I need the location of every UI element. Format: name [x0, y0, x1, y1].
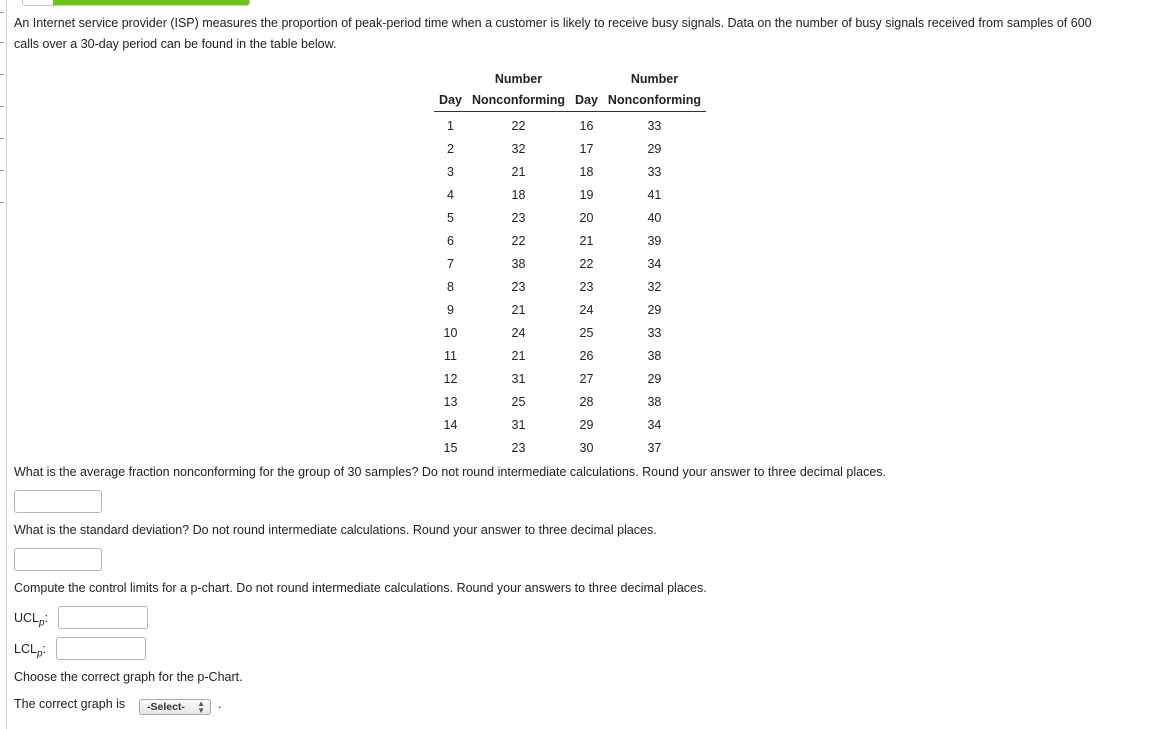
- lcl-input[interactable]: [56, 637, 146, 660]
- table-cell: 38: [647, 394, 662, 409]
- margin-tick: [0, 12, 4, 13]
- table-row: [434, 367, 706, 390]
- table-cell: 3: [446, 164, 454, 179]
- average-fraction-input[interactable]: [14, 490, 102, 513]
- table-cell: 13: [443, 394, 458, 409]
- table-row: [434, 229, 706, 252]
- standard-deviation-input[interactable]: [14, 548, 102, 571]
- table-cell: 33: [647, 118, 662, 133]
- margin-tick: [0, 170, 4, 171]
- table-cell: 11: [443, 348, 457, 363]
- table-cell: 32: [511, 141, 526, 156]
- table-cell: 23: [511, 279, 526, 294]
- table-row: [434, 321, 706, 344]
- table-cell: 10: [443, 325, 458, 340]
- margin-tick: [0, 74, 4, 75]
- table-header: [434, 69, 467, 90]
- question-average-fraction: What is the average fraction nonconforming for the group of 30 samples? Do not round intermediate calculations. Round your answer to three decimal places.: [14, 465, 887, 479]
- margin-tick: [0, 106, 4, 107]
- question-standard-deviation: What is the standard deviation? Do not round intermediate calculations. Round your answer to three decimal places.: [14, 523, 657, 537]
- table-cell: 29: [647, 371, 662, 386]
- progress-tab[interactable]: [22, 0, 250, 6]
- ucl-label: $UCL_p$:: [14, 611, 49, 629]
- table-cell: 19: [579, 187, 594, 202]
- table-cell: 34: [647, 256, 662, 271]
- table-cell: 37: [647, 440, 662, 455]
- table-cell: 8: [446, 279, 454, 294]
- graph-select-prefix: The correct graph is: [14, 697, 126, 711]
- table-row: [434, 298, 706, 321]
- table-cell: 7: [446, 256, 454, 271]
- table-cell: 25: [511, 394, 526, 409]
- table-cell: 29: [647, 141, 662, 156]
- table-cell: 28: [579, 394, 594, 409]
- select-arrows-icon: ▲ ▼: [197, 699, 205, 715]
- table-cell: 29: [647, 302, 662, 317]
- table-cell: 21: [511, 348, 526, 363]
- table-cell: 41: [647, 187, 662, 202]
- table-cell: 5: [446, 210, 454, 225]
- table-cell: 38: [647, 348, 662, 363]
- table-cell: 4: [446, 187, 454, 202]
- table-row: [434, 183, 706, 206]
- progress-fill: [53, 0, 249, 5]
- table-cell: 23: [579, 279, 594, 294]
- table-cell: 33: [647, 325, 662, 340]
- table-cell: 16: [579, 118, 594, 133]
- table-cell: 39: [647, 233, 662, 248]
- table-header: Nonconforming: [467, 90, 570, 112]
- table-cell: 23: [511, 440, 526, 455]
- margin-tick: [0, 202, 4, 203]
- table-cell: 17: [579, 141, 594, 156]
- table-row: [434, 160, 706, 183]
- table-cell: 24: [511, 325, 526, 340]
- question-control-limits: Compute the control limits for a p-chart. Do not round intermediate calculations. Round your answers to three decimal places.: [14, 581, 707, 595]
- table-cell: 29: [579, 417, 594, 432]
- table-cell: 21: [579, 233, 594, 248]
- graph-select-row: [14, 697, 125, 711]
- problem-intro: An Internet service provider (ISP) measures the proportion of peak-period time when a customer is likely to receive busy signals. Data on the number of busy signals received from samples of 600 calls over a 30-day period can be found in the table below.: [14, 16, 1092, 51]
- graph-select-dropdown[interactable]: [139, 699, 211, 715]
- table-cell: 14: [443, 417, 458, 432]
- lcl-label: $LCL_p$:: [14, 642, 46, 660]
- table-cell: 1: [446, 118, 454, 133]
- table-cell: 21: [511, 302, 526, 317]
- busy-signal-table: [434, 69, 706, 459]
- margin-tick: [0, 42, 4, 43]
- table-cell: 31: [511, 371, 526, 386]
- table-row: [434, 206, 706, 229]
- table-row: [434, 344, 706, 367]
- left-margin-rule: [6, 0, 7, 729]
- table-row: [434, 137, 706, 160]
- table-cell: 22: [511, 118, 526, 133]
- table-row: [434, 252, 706, 275]
- table-cell: 15: [443, 440, 458, 455]
- table-row: [434, 390, 706, 413]
- table-row: [434, 413, 706, 436]
- table-cell: 40: [647, 210, 662, 225]
- table-cell: 32: [647, 279, 662, 294]
- table-cell: 33: [647, 164, 662, 179]
- question-choose-graph: Choose the correct graph for the p-Chart.: [14, 670, 243, 684]
- table-cell: 38: [511, 256, 526, 271]
- graph-select-value: -Select-: [147, 701, 185, 713]
- table-cell: 34: [647, 417, 662, 432]
- table-header: Nonconforming: [603, 90, 706, 112]
- table-cell: 21: [511, 164, 526, 179]
- graph-select-suffix: .: [218, 697, 222, 711]
- table-cell: 6: [446, 233, 454, 248]
- ucl-input[interactable]: [58, 606, 148, 629]
- table-header: Day: [434, 90, 467, 112]
- table-row: [434, 112, 706, 138]
- margin-tick: [0, 138, 4, 139]
- table-cell: 22: [579, 256, 594, 271]
- table-cell: 30: [579, 440, 594, 455]
- table-cell: 18: [579, 164, 594, 179]
- table-cell: 18: [511, 187, 526, 202]
- table-cell: 31: [511, 417, 526, 432]
- table-row: [434, 275, 706, 298]
- table-cell: 22: [511, 233, 526, 248]
- table-cell: 25: [579, 325, 594, 340]
- table-cell: 9: [446, 302, 454, 317]
- table-header: [570, 69, 603, 90]
- table-cell: 2: [446, 141, 454, 156]
- table-header: Number: [630, 72, 679, 86]
- table-header: Day: [570, 90, 603, 112]
- table-cell: 12: [443, 371, 458, 386]
- table-cell: 26: [579, 348, 594, 363]
- table-cell: 20: [579, 210, 594, 225]
- question-content: [14, 13, 1134, 715]
- table-cell: 23: [511, 210, 526, 225]
- table-header: Number: [494, 72, 543, 86]
- table-cell: 24: [579, 302, 594, 317]
- table-row: [434, 436, 706, 459]
- table-cell: 27: [579, 371, 594, 386]
